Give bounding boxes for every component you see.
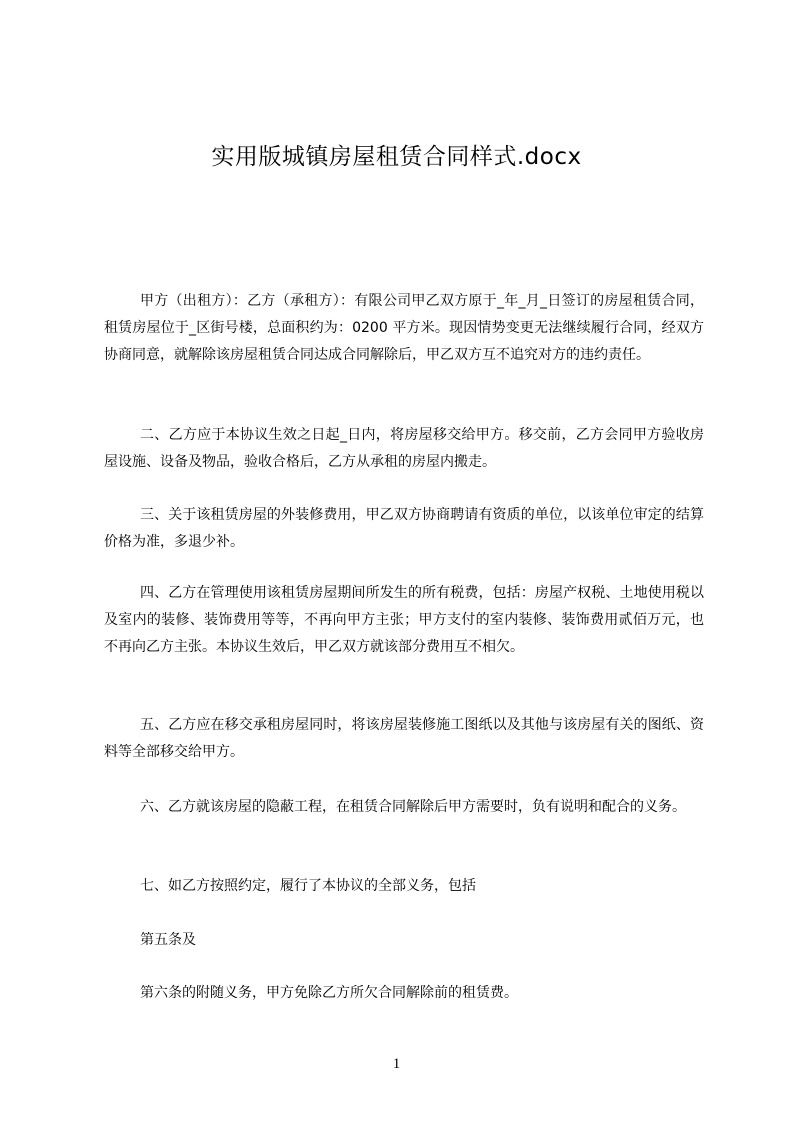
paragraph-clause-7: 七、如乙方按照约定，履行了本协议的全部义务，包括 — [140, 878, 476, 894]
paragraph-clause-7-part-2: 第五条及 — [140, 932, 196, 948]
paragraph-clause-6: 六、乙方就该房屋的隐蔽工程，在租赁合同解除后甲方需要时，负有说明和配合的义务。 — [140, 799, 686, 815]
paragraph-clause-3: 三、关于该租赁房屋的外装修费用，甲乙双方协商聘请有资质的单位，以该单位审定的结算价格为准，多退少补。 — [104, 507, 704, 550]
document-title: 实用版城镇房屋租赁合同样式.docx — [211, 144, 582, 170]
paragraph-clause-5: 五、乙方应在移交承租房屋同时，将该房屋装修施工图纸以及其他与该房屋有关的图纸、资料等全部移交给甲方。 — [104, 717, 704, 760]
paragraph-clause-4: 四、乙方在管理使用该租赁房屋期间所发生的所有税费，包括：房屋产权税、土地使用税以及室内的装修、装饰费用等等，不再向甲方主张；甲方支付的室内装修、装饰费用贰佰万元，也不再向乙方主张。本协议生效后，甲乙双方就该部分费用互不相欠。 — [104, 585, 704, 655]
page-number: 1 — [392, 1056, 401, 1072]
paragraph-clause-7-part-3: 第六条的附随义务，甲方免除乙方所欠合同解除前的租赁费。 — [140, 985, 518, 1001]
paragraph-clause-2: 二、乙方应于本协议生效之日起_日内，将房屋移交给甲方。移交前，乙方会同甲方验收房屋设施、设备及物品，验收合格后，乙方从承租的房屋内搬走。 — [104, 427, 704, 470]
paragraph-termination-terms: 甲方（出租方）：乙方（承租方）：有限公司甲乙双方原于_年_月_日签订的房屋租赁合同，租赁房屋位于_区街号楼，总面积约为：0200 平方米。现因情势变更无法继续履行合同，经双方协商同意，就解除该房屋租赁合同达成合同解除后，甲乙双方互不追究对方的违约责任。 — [104, 293, 704, 363]
